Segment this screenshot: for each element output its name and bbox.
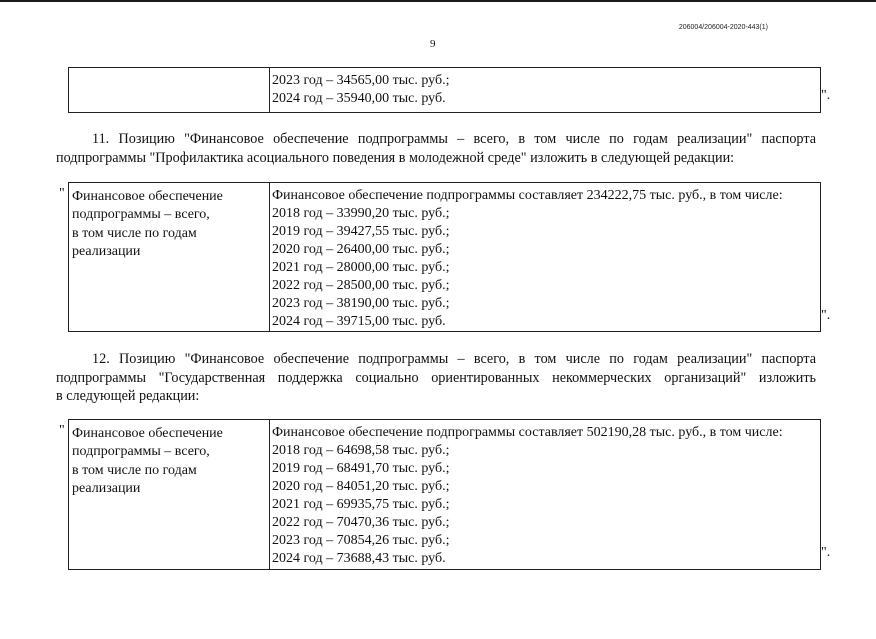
- paragraph-line: подпрограммы "Государственная поддержка социально ориентированных некоммерческих организаций" изложить: [56, 369, 816, 386]
- paragraph-line: 12. Позицию "Финансовое обеспечение подпрограммы – всего, в том числе по годам реализации" паспорта: [92, 351, 816, 367]
- continuation-table: [68, 67, 821, 113]
- year-line: 2018 год – 64698,58 тыс. руб.;: [272, 443, 450, 458]
- year-line: 2020 год – 26400,00 тыс. руб.;: [272, 242, 450, 257]
- year-line: 2018 год – 33990,20 тыс. руб.;: [272, 206, 450, 221]
- label-line: подпрограммы – всего,: [72, 207, 210, 223]
- paragraph-line: подпрограммы "Профилактика асоциального поведения в молодежной среде" изложить в следующей редакции:: [56, 149, 735, 166]
- year-line: 2021 год – 69935,75 тыс. руб.;: [272, 497, 450, 512]
- label-line: Финансовое обеспечение: [72, 426, 223, 441]
- closing-quote: ".: [821, 308, 831, 323]
- year-line: 2024 год – 39715,00 тыс. руб.: [272, 314, 446, 329]
- year-line: 2023 год – 70854,26 тыс. руб.;: [272, 533, 450, 548]
- year-line: 2023 год – 38190,00 тыс. руб.;: [272, 296, 450, 311]
- closing-quote: ".: [821, 545, 831, 560]
- year-line: 2020 год – 84051,20 тыс. руб.;: [272, 479, 450, 494]
- year-line: 2024 год – 73688,43 тыс. руб.: [272, 551, 446, 566]
- year-line: 2023 год – 34565,00 тыс. руб.;: [272, 73, 450, 88]
- funding-by-year-cell: [272, 187, 783, 331]
- table-divider: [269, 68, 270, 112]
- funding-by-year-cell: [272, 72, 450, 108]
- label-line: в том числе по годам: [72, 462, 197, 478]
- paragraph-item-12: [56, 350, 816, 406]
- top-border-line: [0, 0, 876, 2]
- position-label-cell: [72, 188, 223, 261]
- label-line: в том числе по годам: [72, 225, 197, 241]
- paragraph-line: в следующей редакции:: [56, 388, 200, 404]
- year-line: 2019 год – 39427,55 тыс. руб.;: [272, 224, 450, 239]
- label-line: Финансовое обеспечение: [72, 189, 223, 204]
- table-divider: [269, 183, 270, 331]
- year-line: 2022 год – 70470,36 тыс. руб.;: [272, 515, 450, 530]
- table-divider: [269, 420, 270, 569]
- total-line: Финансовое обеспечение подпрограммы составляет 234222,75 тыс. руб., в том числе:: [272, 188, 783, 203]
- label-line: реализации: [72, 243, 141, 259]
- financing-table-prevention: [68, 182, 821, 332]
- year-line: 2022 год – 28500,00 тыс. руб.;: [272, 278, 450, 293]
- opening-quote: ": [59, 423, 65, 438]
- label-line: реализации: [72, 480, 141, 496]
- page-number: 9: [430, 38, 436, 50]
- paragraph-line: 11. Позицию "Финансовое обеспечение подпрограммы – всего, в том числе по годам реализации" паспорта: [92, 131, 816, 147]
- financing-table-nko-support: [68, 419, 821, 570]
- year-line: 2021 год – 28000,00 тыс. руб.;: [272, 260, 450, 275]
- paragraph-item-11: [56, 130, 816, 167]
- closing-quote: ".: [821, 88, 831, 103]
- funding-by-year-cell: [272, 424, 783, 568]
- opening-quote: ": [59, 186, 65, 201]
- year-line: 2019 год – 68491,70 тыс. руб.;: [272, 461, 450, 476]
- label-line: подпрограммы – всего,: [72, 444, 210, 460]
- year-line: 2024 год – 35940,00 тыс. руб.: [272, 91, 446, 106]
- document-id: 206004/206004-2020-443(1): [678, 24, 768, 31]
- position-label-cell: [72, 425, 223, 498]
- total-line: Финансовое обеспечение подпрограммы составляет 502190,28 тыс. руб., в том числе:: [272, 425, 783, 440]
